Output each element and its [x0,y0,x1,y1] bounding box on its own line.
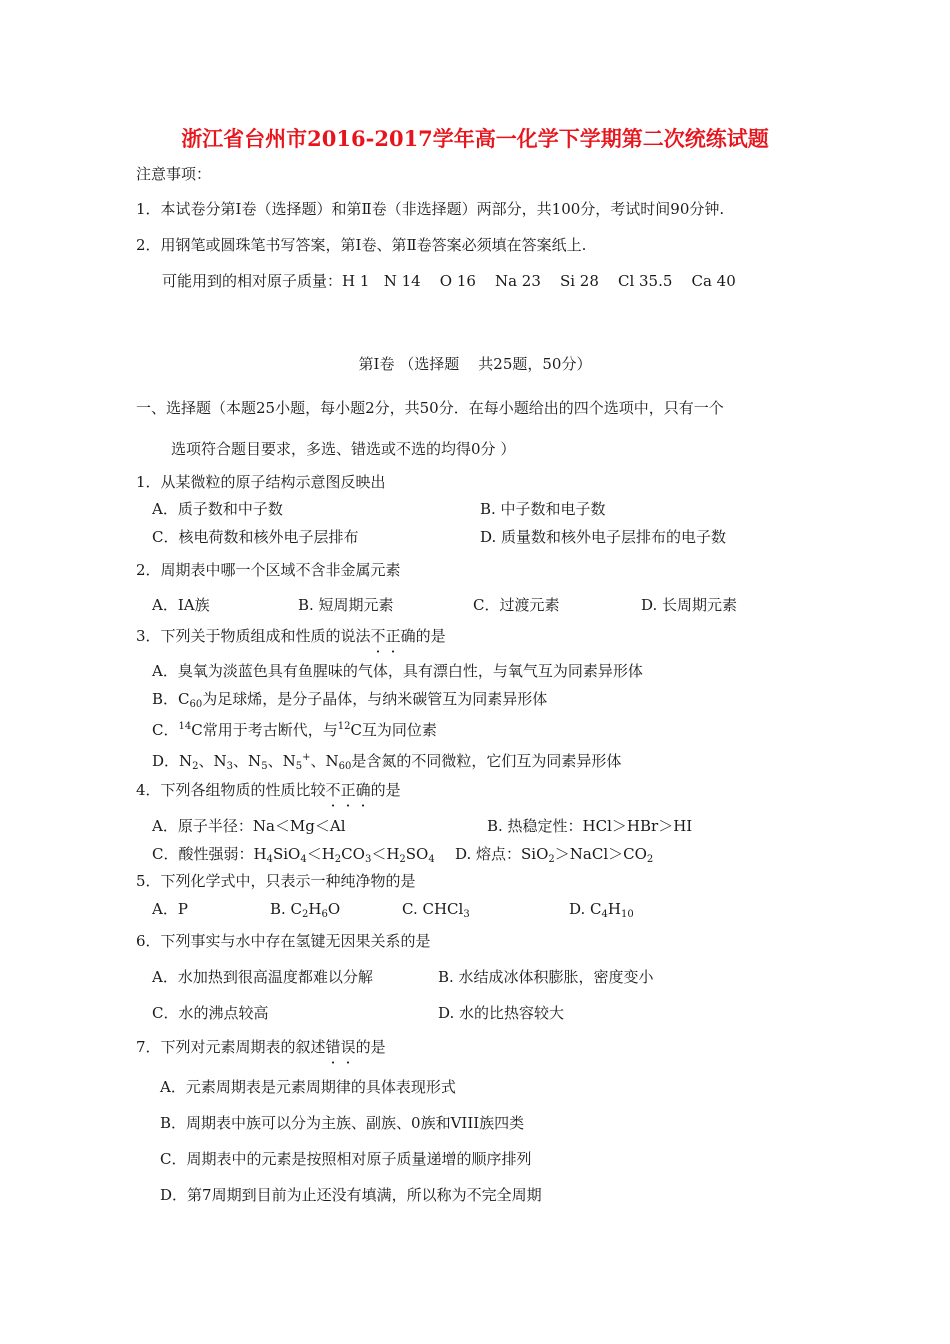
question-2-option-b: B. 短周期元素 [298,596,394,614]
question-4-option-a: A．原子半径：Na＜Mg＜Al [152,817,346,835]
question-3-option-a: A．臭氧为淡蓝色具有鱼腥味的气体，具有漂白性，与氧气互为同素异形体 [152,662,643,680]
question-2-option-c: C．过渡元素 [473,596,560,614]
emphasis-mark: 不 [370,627,386,645]
emphasis-mark: 正 [385,627,401,645]
question-7-option-b: B．周期表中族可以分为主族、副族、0族和VIII族四类 [160,1114,525,1132]
notes-item-1: 1．本试卷分第Ⅰ卷（选择题）和第Ⅱ卷（非选择题）两部分，共100分，考试时间90分钟. [136,200,725,218]
question-3-stem: 3．下列关于物质组成和性质的说法不正确的是 [136,627,446,645]
question-5-option-c: C. CHCl$_3$ [402,900,470,920]
exam-title: 浙江省台州市2016-2017学年高一化学下学期第二次统练试题 [181,126,769,151]
emphasis-mark: 正 [340,781,356,799]
question-7-stem: 7．下列对元素周期表的叙述错误的是 [136,1038,386,1056]
question-6-option-b: B. 水结成冰体积膨胀，密度变小 [438,968,654,986]
question-1-option-c: C．核电荷数和核外电子层排布 [152,528,359,546]
question-2-option-a: A．IA族 [152,596,210,614]
part1-heading: 第Ⅰ卷 （选择题 共25题，50分） [358,355,592,373]
emphasis-mark: 确 [355,781,371,799]
question-4-stem: 4．下列各组物质的性质比较不正确的是 [136,781,401,799]
question-1-option-b: B. 中子数和电子数 [480,500,606,518]
question-4-option-d: D. 熔点：$SiO_2>NaCl>CO_2$ [455,845,654,865]
question-4-option-b: B. 热稳定性：HCl＞HBr＞HI [487,817,693,835]
question-7-option-a: A．元素周期表是元素周期律的具体表现形式 [160,1078,456,1096]
question-5-option-a: A．P [152,900,188,918]
emphasis-mark: 错 [325,1038,341,1056]
notes-item-2: 2．用钢笔或圆珠笔书写答案，第Ⅰ卷、第Ⅱ卷答案必须填在答案纸上. [136,236,587,254]
question-2-stem: 2．周期表中哪一个区域不含非金属元素 [136,561,401,579]
question-3-option-d: D．$N_2$、$N_3$、$N_5$、$N_5^+$、$N_{60}$是含氮的不同微粒，它们互为同素异形体 [152,752,622,772]
question-3-option-b: B．$C_{60}$为足球烯，是分子晶体，与纳米碳管互为同素异形体 [152,690,548,710]
emphasis-mark: 误 [340,1038,356,1056]
question-1-option-d: D. 质量数和核外电子层排布的电子数 [480,528,727,546]
section-instructions-line1: 一、选择题（本题25小题，每小题2分，共50分．在每小题给出的四个选项中，只有一个 [136,399,724,417]
notes-heading: 注意事项： [136,165,212,183]
section-instructions-line2: 选项符合题目要求，多选、错选或不选的均得0分 ） [171,440,516,458]
emphasis-mark: 不 [325,781,341,799]
question-7-option-d: D．第7周期到目前为止还没有填满，所以称为不完全周期 [160,1186,542,1204]
question-5-stem: 5．下列化学式中，只表示一种纯净物的是 [136,872,416,890]
question-1-stem: 1．从某微粒的原子结构示意图反映出 [136,473,386,491]
question-6-option-c: C．水的沸点较高 [152,1004,269,1022]
question-1-option-a: A．质子数和中子数 [152,500,283,518]
atomic-masses: 可能用到的相对原子质量：H 1 N 14 O 16 Na 23 Si 28 Cl 35.5 Ca 40 [162,272,736,290]
question-7-option-c: C．周期表中的元素是按照相对原子质量递增的顺序排列 [160,1150,532,1168]
question-3-option-c: C．$^{14}$C常用于考古断代，与$^{12}$C互为同位素 [152,721,437,739]
question-6-option-a: A．水加热到很高温度都难以分解 [152,968,373,986]
question-4-option-c: C．酸性强弱：$H_4SiO_4<H_2CO_3<H_2SO_4$ [152,845,435,865]
question-2-option-d: D. 长周期元素 [641,596,738,614]
question-6-option-d: D. 水的比热容较大 [438,1004,565,1022]
question-5-option-d: D. $C_4H_{10}$ [569,900,634,920]
question-5-option-b: B. $C_2H_6O$ [270,900,341,920]
question-6-stem: 6．下列事实与水中存在氢键无因果关系的是 [136,932,431,950]
